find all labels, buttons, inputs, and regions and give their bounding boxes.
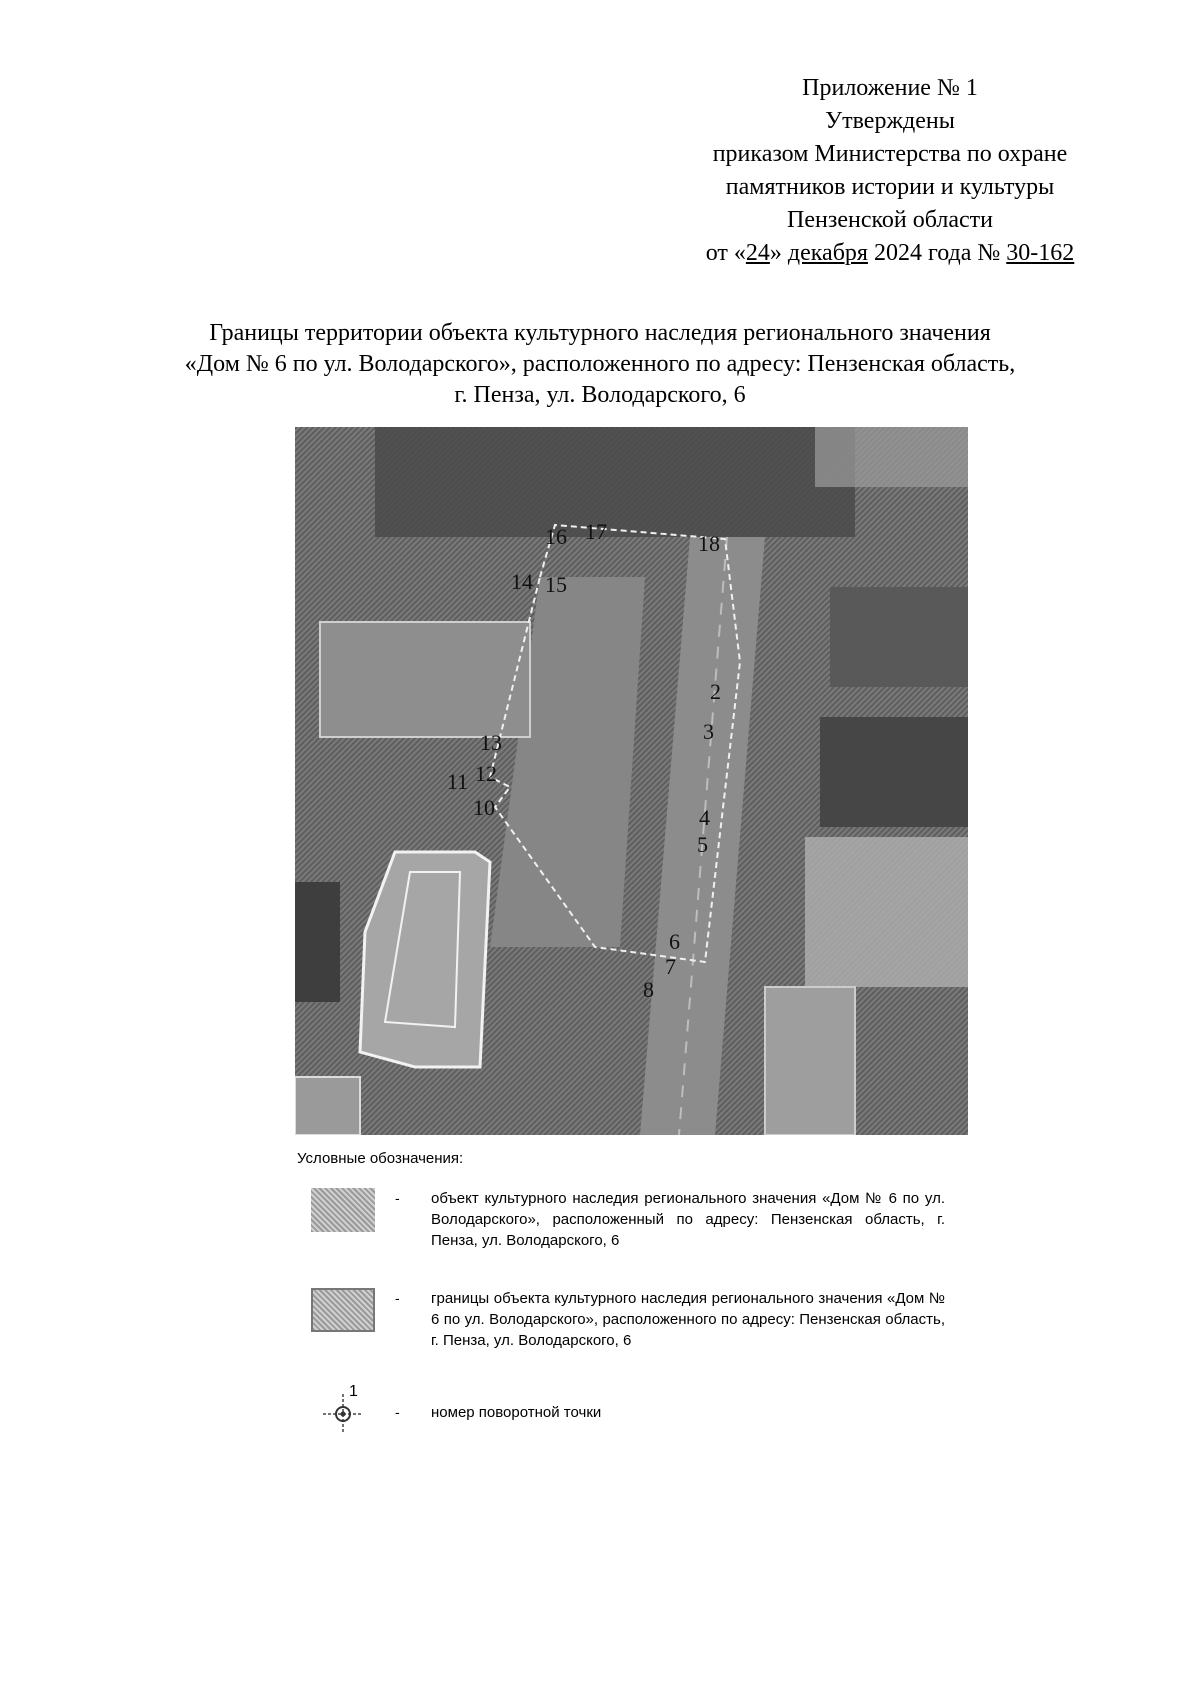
legend-dash: - xyxy=(395,1404,400,1420)
point-label-15: 15 xyxy=(545,572,567,597)
legend-swatch-boundaries xyxy=(311,1288,375,1332)
approval-authority-line1: приказом Министерства по охране xyxy=(712,141,1068,167)
approval-date-line xyxy=(640,237,1140,270)
point-label-7: 7 xyxy=(665,954,676,979)
point-label-5: 5 xyxy=(697,832,708,857)
point-label-13: 13 xyxy=(480,730,502,755)
legend-swatch-object xyxy=(311,1188,375,1232)
turning-point-icon xyxy=(319,1384,367,1432)
title-line3: г. Пенза, ул. Володарского, 6 xyxy=(454,382,746,408)
appendix-number: Приложение № 1 xyxy=(802,75,978,101)
point-label-11: 11 xyxy=(447,769,469,794)
building-northeast xyxy=(815,427,968,487)
map-svg xyxy=(295,427,968,1135)
aerial-map xyxy=(295,427,968,1135)
point-label-10: 10 xyxy=(473,795,495,820)
point-label-6: 6 xyxy=(669,929,680,954)
legend-dash: - xyxy=(395,1290,400,1306)
title-line2: «Дом № 6 по ул. Володарского», расположенного по адресу: Пензенская область, xyxy=(184,351,1016,377)
point-label-12: 12 xyxy=(475,761,497,786)
legend-text-turning-point: номер поворотной точки xyxy=(431,1404,602,1421)
building-southeast xyxy=(765,987,855,1135)
date-mid: » xyxy=(769,240,788,266)
title-line1: Границы территории объекта культурного наследия регионального значения xyxy=(209,320,991,346)
point-label-8: 8 xyxy=(643,977,654,1002)
date-prefix: от « xyxy=(705,240,746,266)
point-label-2: 2 xyxy=(710,679,721,704)
legend-title: Условные обозначения: xyxy=(297,1150,464,1167)
point-label-14: 14 xyxy=(511,569,533,594)
approved-label: Утверждены xyxy=(825,108,955,134)
approval-authority-line3: Пензенской области xyxy=(787,207,993,233)
legend-dash: - xyxy=(395,1190,400,1206)
legend-text-object: объект культурного наследия регионального значения «Дом № 6 по ул. Володарского», расположенный по адресу: Пензенская область, г. Пенза, ул. Володарского, 6 xyxy=(431,1190,945,1249)
point-label-4: 4 xyxy=(699,805,710,830)
tree-area-north xyxy=(375,427,855,537)
building-east-1 xyxy=(830,587,968,687)
building-southwest xyxy=(295,1077,360,1135)
date-day: 24 xyxy=(745,240,770,266)
dark-building-southwest xyxy=(295,882,340,1002)
point-label-16: 16 xyxy=(545,524,567,549)
turning-point-icon-label: 1 xyxy=(349,1384,358,1400)
document-title xyxy=(100,318,1100,411)
date-month: декабря xyxy=(787,240,868,266)
point-label-18: 18 xyxy=(698,531,720,556)
approval-authority-line2: памятников истории и культуры xyxy=(725,174,1055,200)
point-label-17: 17 xyxy=(585,519,607,544)
point-label-3: 3 xyxy=(703,719,714,744)
order-number: 30-162 xyxy=(1006,240,1075,266)
building-west xyxy=(320,622,530,737)
trees-east xyxy=(820,717,968,827)
building-east-2 xyxy=(805,837,968,987)
legend-text-boundaries: границы объекта культурного наследия регионального значения «Дом № 6 по ул. Володарского», расположенного по адресу: Пензенская область, г. Пенза, ул. Володарского, 6 xyxy=(431,1290,945,1349)
approval-block xyxy=(640,72,1140,270)
date-year: 2024 года № xyxy=(867,240,1007,266)
